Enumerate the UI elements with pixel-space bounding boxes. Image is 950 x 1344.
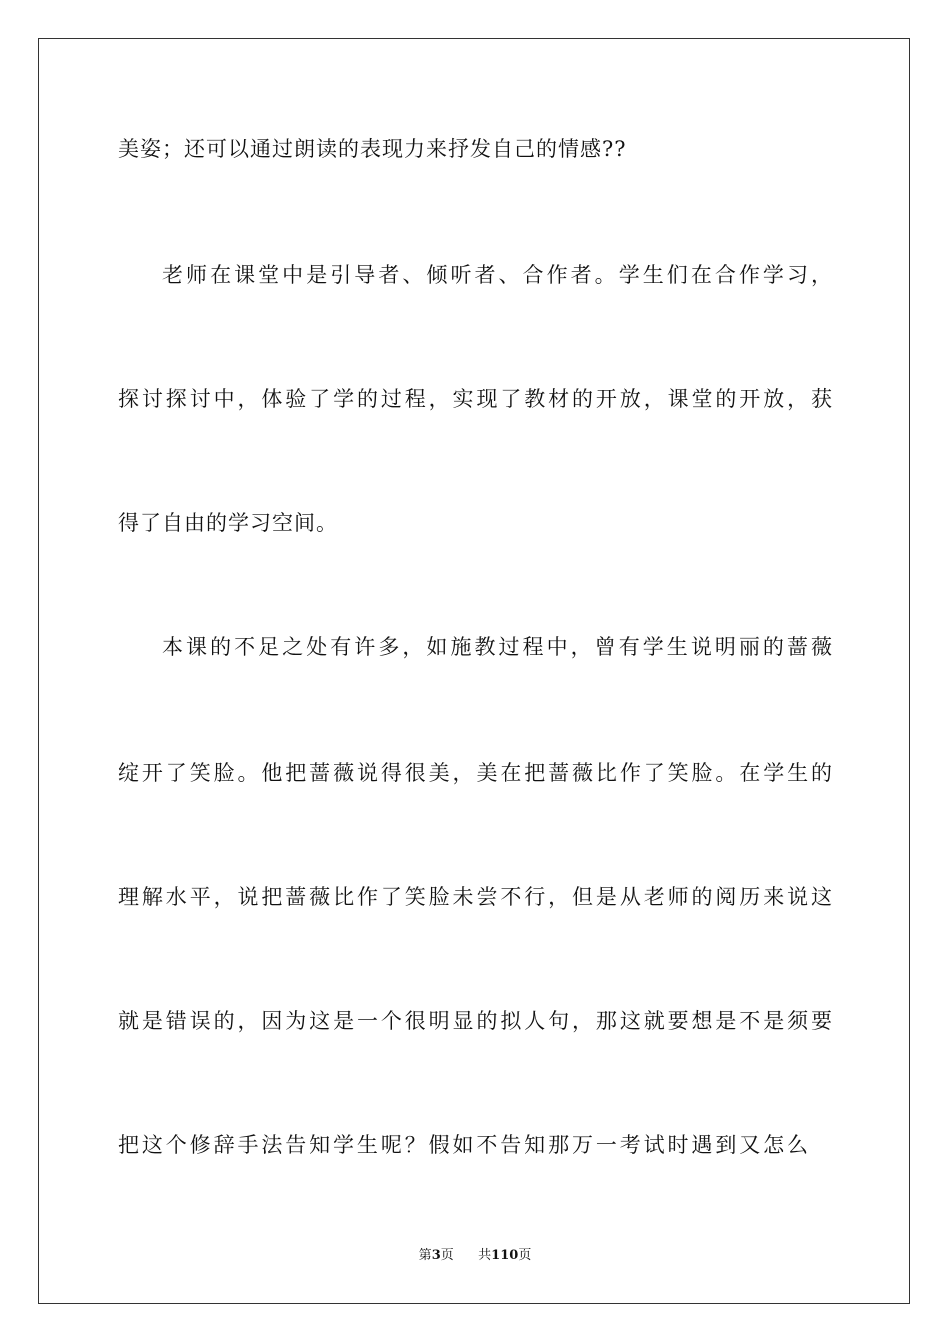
text-line-8: 就是错误的，因为这是一个很明显的拟人句，那这就要想是不是须要 xyxy=(118,1009,832,1033)
total-label-suffix: 页 xyxy=(518,1248,532,1263)
page-footer xyxy=(0,1248,950,1264)
page-number: 3 xyxy=(431,1248,441,1263)
text-line-7: 理解水平，说把蔷薇比作了笑脸未尝不行，但是从老师的阅历来说这 xyxy=(118,885,832,909)
page-label-suffix: 页 xyxy=(440,1248,454,1263)
text-line-9: 把这个修辞手法告知学生呢？假如不告知那万一考试时遇到又怎么 xyxy=(118,1133,808,1157)
total-label-prefix: 共 xyxy=(478,1248,492,1263)
text-line-3: 探讨探讨中，体验了学的过程，实现了教材的开放，课堂的开放，获 xyxy=(118,387,832,411)
text-line-1: 美姿；还可以通过朗读的表现力来抒发自己的情感?? xyxy=(118,137,627,161)
text-line-6: 绽开了笑脸。他把蔷薇说得很美，美在把蔷薇比作了笑脸。在学生的 xyxy=(118,761,832,785)
text-line-4: 得了自由的学习空间。 xyxy=(118,511,338,535)
text-line-5: 本课的不足之处有许多，如施教过程中，曾有学生说明丽的蔷薇 xyxy=(162,635,832,659)
total-pages: 110 xyxy=(491,1248,519,1263)
page-label-prefix: 第 xyxy=(418,1248,432,1263)
text-line-2: 老师在课堂中是引导者、倾听者、合作者。学生们在合作学习， xyxy=(162,263,832,287)
page-border xyxy=(38,38,910,1304)
